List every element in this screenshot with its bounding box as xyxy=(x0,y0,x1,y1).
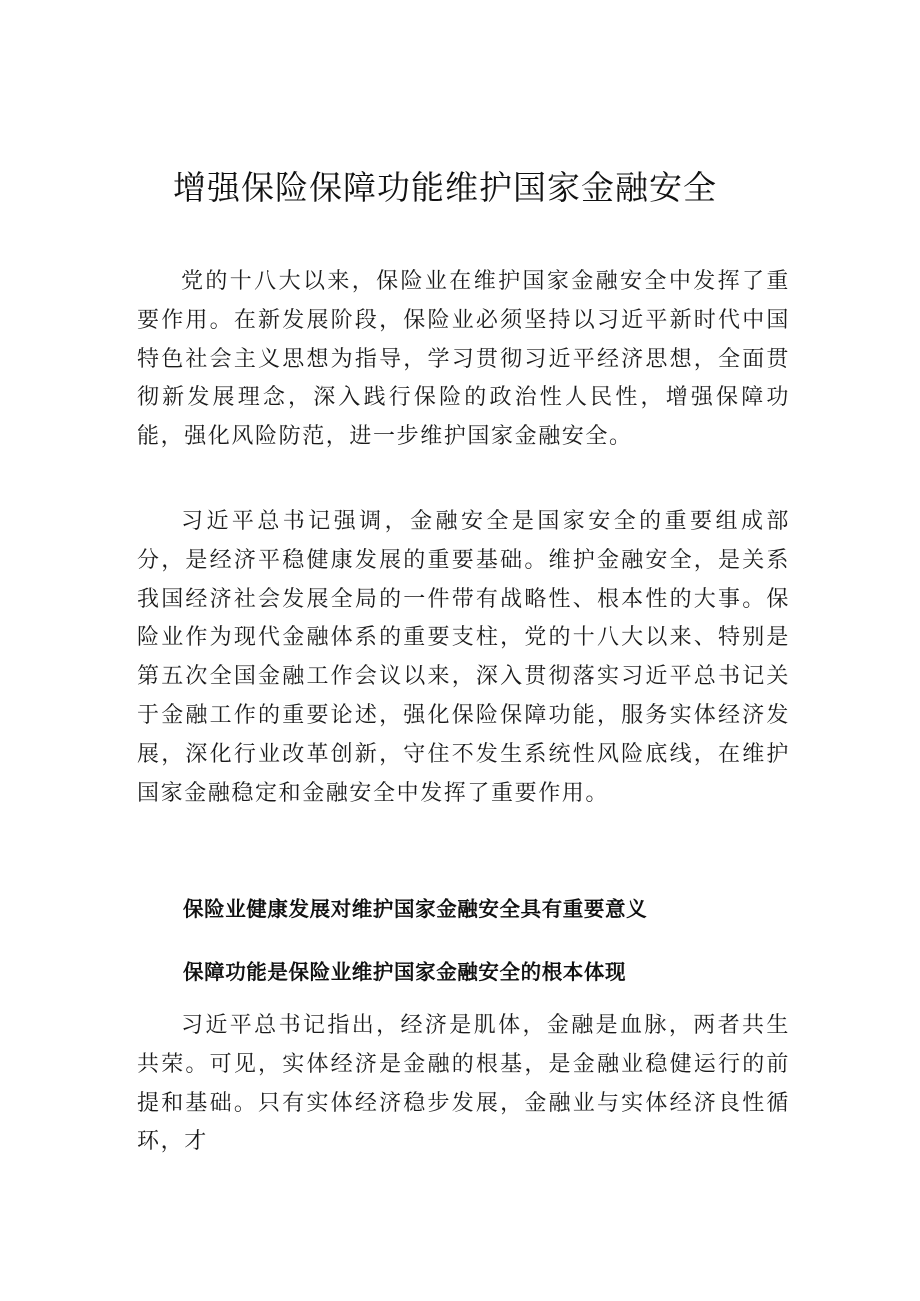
subsection-heading: 保障功能是保险业维护国家金融安全的根本体现 xyxy=(183,960,627,984)
body-paragraph-3: 习近平总书记指出，经济是肌体，金融是血脉，两者共生共荣。可见，实体经济是金融的根基，是金融业稳健运行的前提和基础。只有实体经济稳步发展，金融业与实体经济良性循环，才 xyxy=(137,1013,790,1155)
body-paragraph-2: 习近平总书记强调，金融安全是国家安全的重要组成部分，是经济平稳健康发展的重要基础。维护金融安全，是关系我国经济社会发展全局的一件带有战略性、根本性的大事。保险业作为现代金融体系的重要支柱，党的十八大以来、特别是第五次全国金融工作会议以来，深入贯彻落实习近平总书记关于金融工作的重要论述，强化保险保障功能，服务实体经济发展，深化行业改革创新，守住不发生系统性风险底线，在维护国家金融稳定和金融安全中发挥了重要作用。 xyxy=(137,509,790,806)
document-title: 增强保险保障功能维护国家金融安全 xyxy=(173,168,717,207)
body-paragraph-1: 党的十八大以来，保险业在维护国家金融安全中发挥了重要作用。在新发展阶段，保险业必须坚持以习近平新时代中国特色社会主义思想为指导，学习贯彻习近平经济思想，全面贯彻新发展理念，深入践行保险的政治性人民性，增强保障功能，强化风险防范，进一步维护国家金融安全。 xyxy=(137,269,790,450)
section-heading: 保险业健康发展对维护国家金融安全具有重要意义 xyxy=(183,897,648,921)
